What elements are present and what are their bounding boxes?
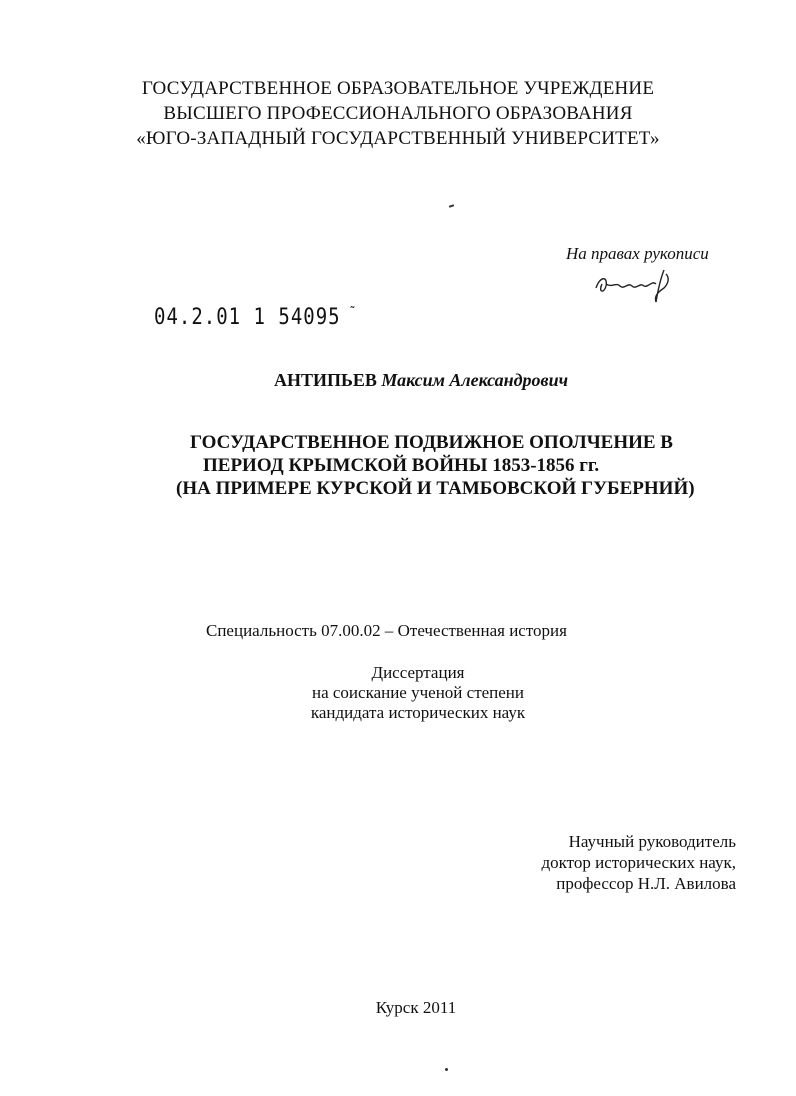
author-surname: АНТИПЬЕВ xyxy=(273,370,377,390)
handwritten-signature xyxy=(594,266,674,306)
manuscript-rights-note: На правах рукописи xyxy=(566,244,709,263)
scientific-advisor xyxy=(541,831,736,894)
scan-speck xyxy=(445,1068,448,1071)
degree-line-1: Диссертация xyxy=(371,663,465,682)
advisor-line-2: доктор исторических наук, xyxy=(541,853,736,872)
advisor-line-1: Научный руководитель xyxy=(568,832,736,851)
registration-stamp-number: 04.2.01 1 54095 ˜ xyxy=(154,304,358,330)
institution-line-1: ГОСУДАРСТВЕННОЕ ОБРАЗОВАТЕЛЬНОЕ УЧРЕЖДЕНИЕ xyxy=(141,78,655,99)
thesis-title-line-2: ПЕРИОД КРЫМСКОЙ ВОЙНЫ 1853-1856 гг. xyxy=(203,455,600,476)
author-given-names: Максим Александрович xyxy=(381,370,569,390)
degree-line-2: на соискание ученой степени xyxy=(311,683,525,702)
scan-speck xyxy=(449,204,454,208)
institution-line-2: ВЫСШЕГО ПРОФЕССИОНАЛЬНОГО ОБРАЗОВАНИЯ xyxy=(163,103,633,124)
institution-header xyxy=(0,76,796,151)
thesis-title-line-1: ГОСУДАРСТВЕННОЕ ПОДВИЖНОЕ ОПОЛЧЕНИЕ В xyxy=(190,432,673,453)
advisor-line-3: профессор Н.Л. Авилова xyxy=(556,874,736,893)
city-and-year: Курск 2011 xyxy=(375,998,457,1017)
thesis-title-line-3: (НА ПРИМЕРЕ КУРСКОЙ И ТАМБОВСКОЙ ГУБЕРНИЙ) xyxy=(176,478,695,499)
institution-line-3: «ЮГО-ЗАПАДНЫЙ ГОСУДАРСТВЕННЫЙ УНИВЕРСИТЕТ» xyxy=(136,128,660,149)
degree-line-3: кандидата исторических наук xyxy=(310,703,526,722)
author-name xyxy=(0,370,796,391)
degree-statement xyxy=(0,663,796,723)
specialty-line: Специальность 07.00.02 – Отечественная история xyxy=(206,621,567,640)
